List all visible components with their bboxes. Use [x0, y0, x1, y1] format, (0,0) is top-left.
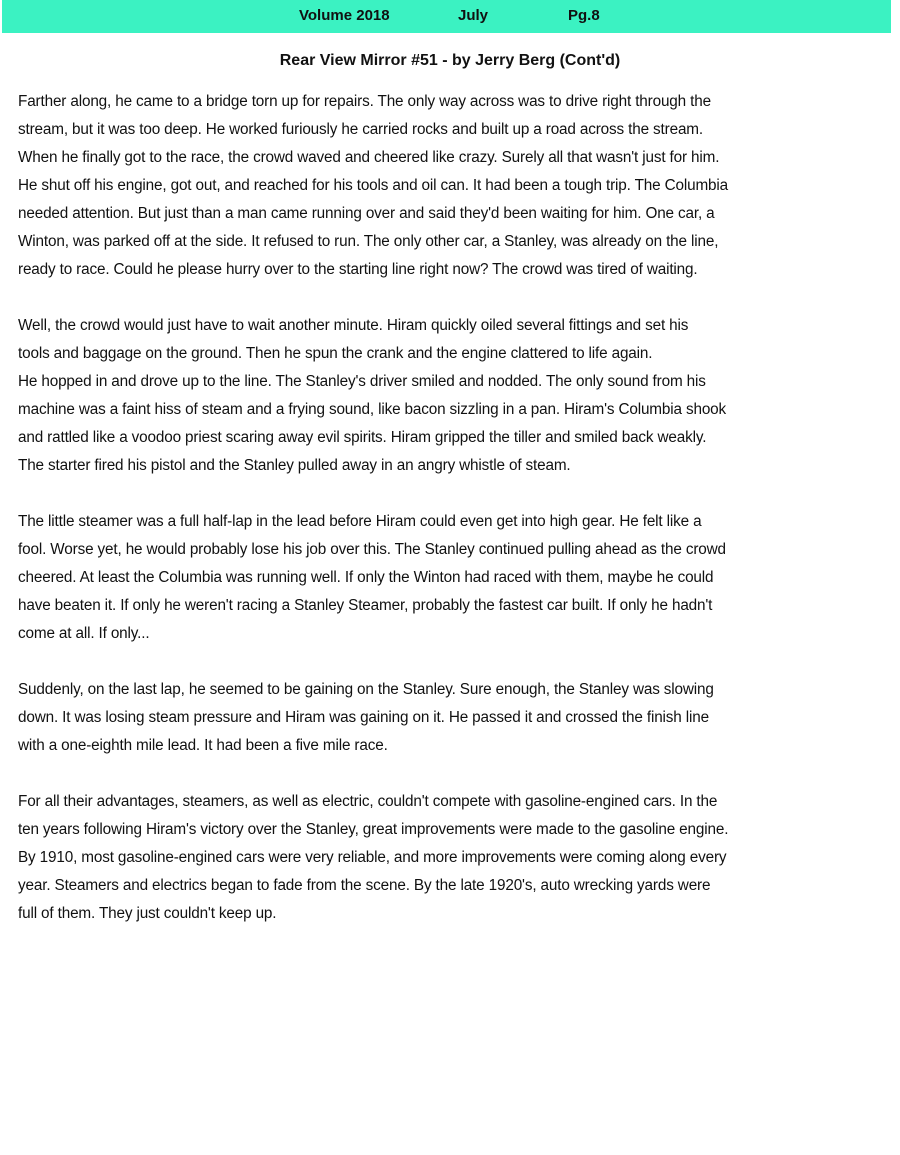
paragraph-line: By 1910, most gasoline-engined cars were very reliable, and more improvements were coming along every: [18, 849, 727, 866]
article-body: [18, 88, 896, 956]
paragraph-line: ten years following Hiram's victory over the Stanley, great improvements were made to the gasoline engine.: [18, 821, 729, 838]
paragraph-line: He hopped in and drove up to the line. The Stanley's driver smiled and nodded. The only sound from his: [18, 373, 706, 390]
paragraph-line: have beaten it. If only he weren't racing a Stanley Steamer, probably the fastest car built. If only he hadn't: [18, 597, 713, 614]
article-title: Rear View Mirror #51 - by Jerry Berg (Cont'd): [279, 52, 621, 69]
article-paragraph: [18, 508, 896, 648]
paragraph-line: Winton, was parked off at the side. It refused to run. The only other car, a Stanley, was already on the line,: [18, 233, 719, 250]
month-label: July: [458, 7, 489, 24]
paragraph-line: with a one-eighth mile lead. It had been a five mile race.: [18, 737, 388, 754]
paragraph-line: Well, the crowd would just have to wait another minute. Hiram quickly oiled several fittings and set his: [18, 317, 689, 334]
article-paragraph: [18, 788, 896, 928]
paragraph-line: ready to race. Could he please hurry over to the starting line right now? The crowd was tired of waiting.: [18, 261, 698, 278]
paragraph-line: When he finally got to the race, the crowd waved and cheered like crazy. Surely all that wasn't just for him.: [18, 149, 720, 166]
paragraph-line: cheered. At least the Columbia was running well. If only the Winton had raced with them, maybe he could: [18, 569, 714, 586]
paragraph-line: machine was a faint hiss of steam and a frying sound, like bacon sizzling in a pan. Hiram's Columbia shook: [18, 401, 727, 418]
newsletter-header-band: [2, 0, 891, 33]
paragraph-line: The starter fired his pistol and the Stanley pulled away in an angry whistle of steam.: [18, 457, 571, 474]
paragraph-line: and rattled like a voodoo priest scaring away evil spirits. Hiram gripped the tiller and smiled back weakly.: [18, 429, 707, 446]
paragraph-line: tools and baggage on the ground. Then he spun the crank and the engine clattered to life again.: [18, 345, 653, 362]
paragraph-line: needed attention. But just than a man came running over and said they'd been waiting for him. One car, a: [18, 205, 715, 222]
paragraph-line: down. It was losing steam pressure and Hiram was gaining on it. He passed it and crossed the finish line: [18, 709, 709, 726]
article-paragraph: [18, 676, 896, 760]
paragraph-line: stream, but it was too deep. He worked furiously he carried rocks and built up a road across the stream.: [18, 121, 703, 138]
paragraph-line: Suddenly, on the last lap, he seemed to be gaining on the Stanley. Sure enough, the Stanley was slowing: [18, 681, 714, 698]
paragraph-line: He shut off his engine, got out, and reached for his tools and oil can. It had been a tough trip. The Columbia: [18, 177, 729, 194]
paragraph-line: The little steamer was a full half-lap in the lead before Hiram could even get into high gear. He felt like a: [18, 513, 702, 530]
article-paragraph: [18, 312, 896, 480]
article-paragraph: [18, 88, 896, 284]
paragraph-line: year. Steamers and electrics began to fade from the scene. By the late 1920's, auto wrecking yards were: [18, 877, 711, 894]
page-number: Pg.8: [568, 7, 600, 24]
volume-label: Volume 2018: [299, 7, 390, 24]
paragraph-line: full of them. They just couldn't keep up.: [18, 905, 277, 922]
paragraph-line: For all their advantages, steamers, as well as electric, couldn't compete with gasoline-engined cars. In the: [18, 793, 718, 810]
paragraph-line: come at all. If only...: [18, 625, 150, 642]
paragraph-line: fool. Worse yet, he would probably lose his job over this. The Stanley continued pulling ahead as the crowd: [18, 541, 726, 558]
paragraph-line: Farther along, he came to a bridge torn up for repairs. The only way across was to drive right through the: [18, 93, 711, 110]
